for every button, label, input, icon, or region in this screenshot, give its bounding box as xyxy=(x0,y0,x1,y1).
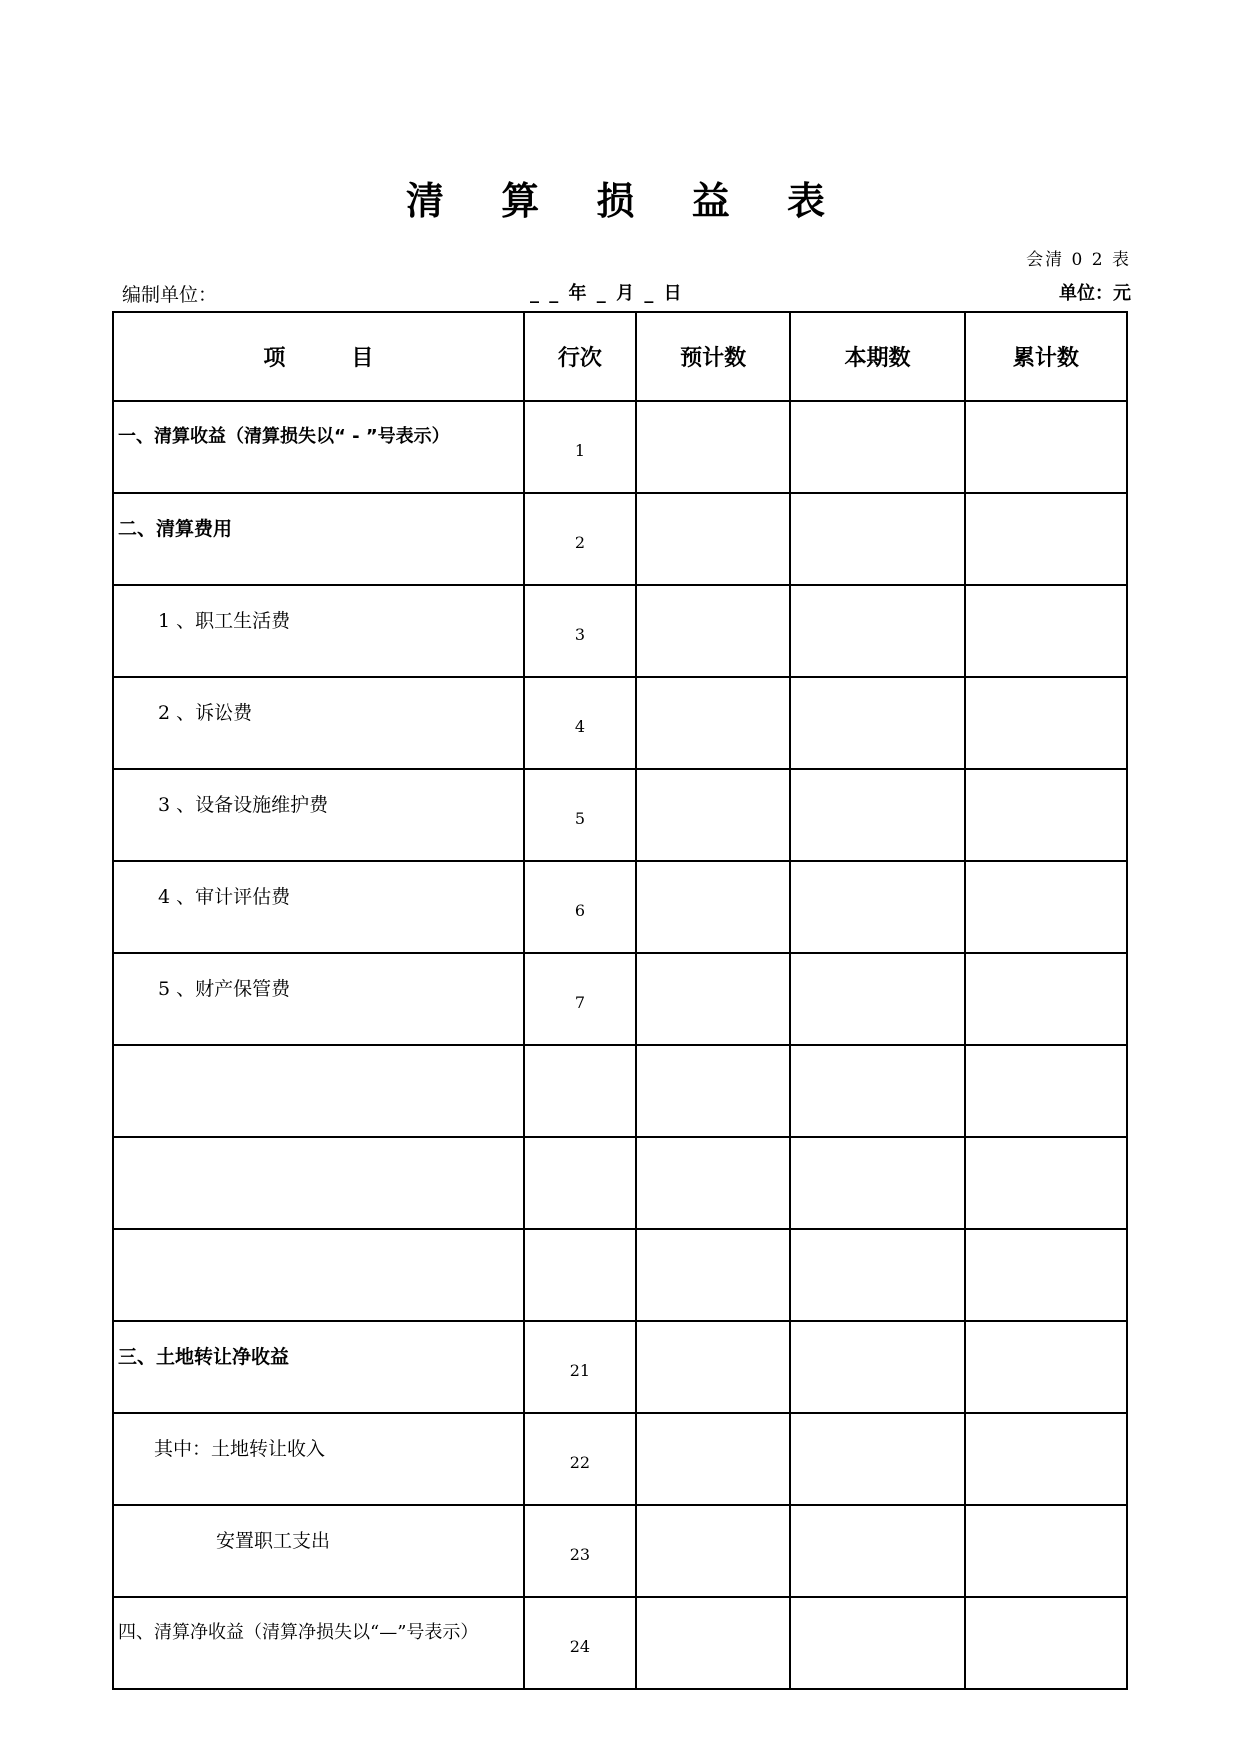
table-body xyxy=(113,401,1127,1689)
row-item-label: 三、土地转让净收益 xyxy=(113,1321,524,1413)
table-row xyxy=(113,401,1127,493)
current-period-cell[interactable] xyxy=(790,1045,964,1137)
row-line-number: 5 xyxy=(524,769,636,861)
row-line-number: 7 xyxy=(524,953,636,1045)
cumulative-cell[interactable] xyxy=(965,493,1127,585)
row-item-label: 2 、诉讼费 xyxy=(113,677,524,769)
current-period-cell[interactable] xyxy=(790,1137,964,1229)
row-item-label: 二、清算费用 xyxy=(113,493,524,585)
row-item-label: 1 、职工生活费 xyxy=(113,585,524,677)
header-estimated: 预计数 xyxy=(636,312,790,401)
cumulative-cell[interactable] xyxy=(965,401,1127,493)
estimated-cell[interactable] xyxy=(636,1045,790,1137)
row-line-number: 4 xyxy=(524,677,636,769)
form-code: 会清 0 2 表 xyxy=(1026,250,1131,270)
estimated-cell[interactable] xyxy=(636,677,790,769)
date-line: _ _ 年 _ 月 _ 日 xyxy=(530,283,684,304)
cumulative-cell[interactable] xyxy=(965,1229,1127,1321)
current-period-cell[interactable] xyxy=(790,1505,964,1597)
row-line-number: 24 xyxy=(524,1597,636,1689)
row-line-number: 3 xyxy=(524,585,636,677)
header-current-period: 本期数 xyxy=(790,312,964,401)
cumulative-cell[interactable] xyxy=(965,677,1127,769)
row-line-number: 2 xyxy=(524,493,636,585)
cumulative-cell[interactable] xyxy=(965,953,1127,1045)
row-line-number: 21 xyxy=(524,1321,636,1413)
current-period-cell[interactable] xyxy=(790,1597,964,1689)
current-period-cell[interactable] xyxy=(790,585,964,677)
row-line-number xyxy=(524,1137,636,1229)
current-period-cell[interactable] xyxy=(790,1229,964,1321)
row-item-label: 一、清算收益（清算损失以“ - ”号表示） xyxy=(113,401,524,493)
row-line-number: 1 xyxy=(524,401,636,493)
table-row xyxy=(113,1505,1127,1597)
estimated-cell[interactable] xyxy=(636,1137,790,1229)
cumulative-cell[interactable] xyxy=(965,1321,1127,1413)
row-line-number xyxy=(524,1229,636,1321)
row-item-label: 5 、财产保管费 xyxy=(113,953,524,1045)
estimated-cell[interactable] xyxy=(636,1229,790,1321)
current-period-cell[interactable] xyxy=(790,401,964,493)
header-item: 项 目 xyxy=(113,312,524,401)
table-row xyxy=(113,953,1127,1045)
cumulative-cell[interactable] xyxy=(965,1137,1127,1229)
table-row xyxy=(113,677,1127,769)
row-item-label xyxy=(113,1137,524,1229)
current-period-cell[interactable] xyxy=(790,1413,964,1505)
estimated-cell[interactable] xyxy=(636,1505,790,1597)
estimated-cell[interactable] xyxy=(636,1597,790,1689)
table-header-row xyxy=(113,312,1127,401)
row-item-label: 3 、设备设施维护费 xyxy=(113,769,524,861)
cumulative-cell[interactable] xyxy=(965,585,1127,677)
current-period-cell[interactable] xyxy=(790,1321,964,1413)
cumulative-cell[interactable] xyxy=(965,1045,1127,1137)
estimated-cell[interactable] xyxy=(636,401,790,493)
currency-unit: 单位：元 xyxy=(1059,283,1131,304)
estimated-cell[interactable] xyxy=(636,585,790,677)
estimated-cell[interactable] xyxy=(636,493,790,585)
liquidation-table xyxy=(112,311,1128,1690)
row-item-label: 4 、审计评估费 xyxy=(113,861,524,953)
current-period-cell[interactable] xyxy=(790,861,964,953)
cumulative-cell[interactable] xyxy=(965,769,1127,861)
row-item-label: 其中：土地转让收入 xyxy=(113,1413,524,1505)
row-item-label: 四、清算净收益（清算净损失以“—”号表示） xyxy=(113,1597,524,1689)
cumulative-cell[interactable] xyxy=(965,1413,1127,1505)
table-row xyxy=(113,1229,1127,1321)
current-period-cell[interactable] xyxy=(790,493,964,585)
estimated-cell[interactable] xyxy=(636,769,790,861)
table-row xyxy=(113,1413,1127,1505)
current-period-cell[interactable] xyxy=(790,953,964,1045)
table-row xyxy=(113,1597,1127,1689)
current-period-cell[interactable] xyxy=(790,677,964,769)
page-title: 清 算 损 益 表 xyxy=(406,179,847,223)
cumulative-cell[interactable] xyxy=(965,1597,1127,1689)
estimated-cell[interactable] xyxy=(636,1413,790,1505)
table-row xyxy=(113,585,1127,677)
estimated-cell[interactable] xyxy=(636,953,790,1045)
table-row xyxy=(113,769,1127,861)
estimated-cell[interactable] xyxy=(636,1321,790,1413)
row-line-number: 22 xyxy=(524,1413,636,1505)
row-line-number: 6 xyxy=(524,861,636,953)
table-row xyxy=(113,1137,1127,1229)
header-cumulative: 累计数 xyxy=(965,312,1127,401)
row-item-label xyxy=(113,1229,524,1321)
row-line-number: 23 xyxy=(524,1505,636,1597)
table-row xyxy=(113,1321,1127,1413)
header-line-no: 行次 xyxy=(524,312,636,401)
current-period-cell[interactable] xyxy=(790,769,964,861)
table-row xyxy=(113,1045,1127,1137)
cumulative-cell[interactable] xyxy=(965,1505,1127,1597)
row-line-number xyxy=(524,1045,636,1137)
table-row xyxy=(113,493,1127,585)
estimated-cell[interactable] xyxy=(636,861,790,953)
row-item-label: 安置职工支出 xyxy=(113,1505,524,1597)
table-row xyxy=(113,861,1127,953)
row-item-label xyxy=(113,1045,524,1137)
preparing-unit-label: 编制单位： xyxy=(122,284,218,306)
cumulative-cell[interactable] xyxy=(965,861,1127,953)
